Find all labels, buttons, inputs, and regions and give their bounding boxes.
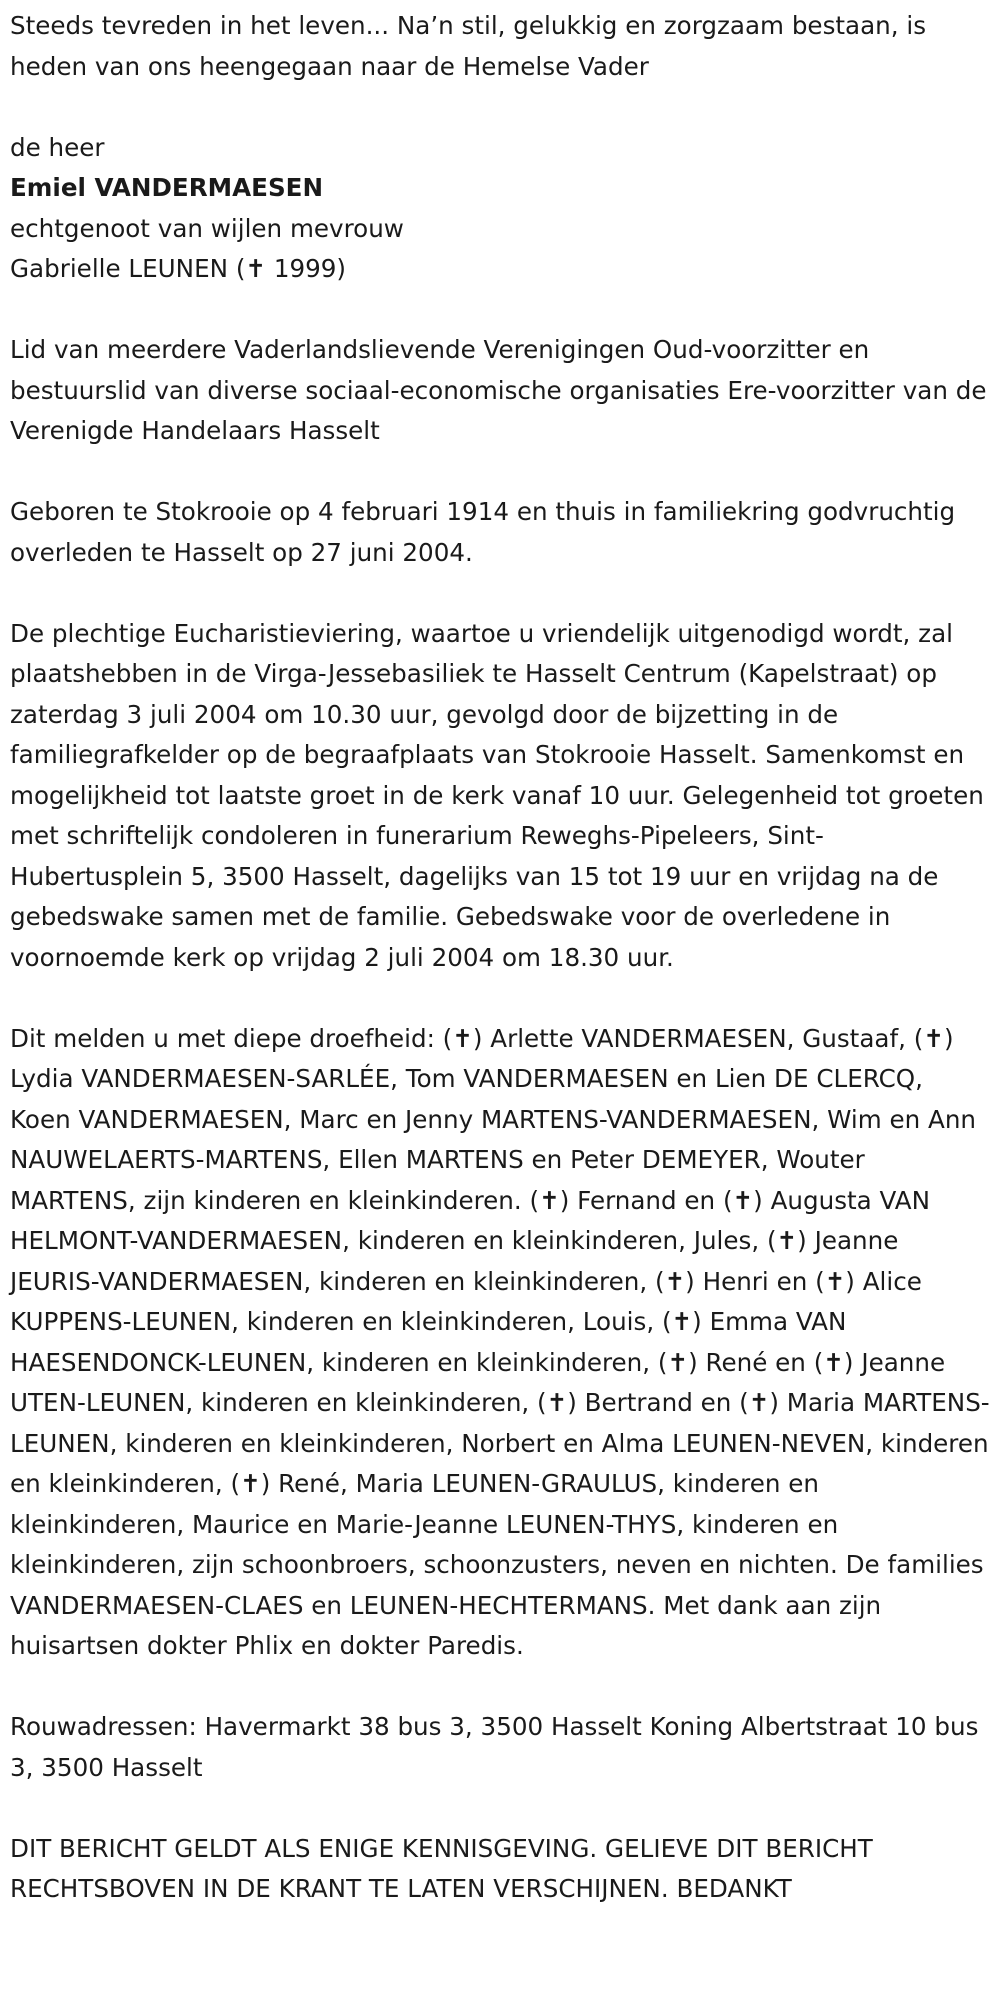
spouse-line: echtgenoot van wijlen mevrouw xyxy=(10,213,404,243)
spacer xyxy=(10,573,990,614)
salutation: de heer xyxy=(10,132,105,162)
addresses-paragraph: Rouwadressen: Havermarkt 38 bus 3, 3500 Hasselt Koning Albertstraat 10 bus 3, 3500 Hasselt xyxy=(10,1712,979,1782)
spouse-name: Gabrielle LEUNEN (✝ 1999) xyxy=(10,254,347,283)
spacer xyxy=(10,1667,990,1708)
ceremony-paragraph: De plechtige Eucharistieviering, waartoe u vriendelijk uitgenodigd wordt, zal plaatshebben in de Virga-Jessebasiliek te Hasselt Centrum (Kapelstraat) op zaterdag 3 juli 2004 om 10.30 uur, gevolgd door de bijzetting in de familiegrafkelder op de begraafplaats van Stokrooie Hasselt. Samenkomst en mogelijkheid tot laatste groet in de kerk vanaf 10 uur. Gelegenheid tot groeten met schriftelijk condoleren in funerarium Reweghs-Pipeleers, Sint-Hubertusplein 5, 3500 Hasselt, dagelijks van 15 tot 19 uur en vrijdag na de gebedswake samen met de familie. Gebedswake voor de overledene in voornoemde kerk op vrijdag 2 juli 2004 om 18.30 uur. xyxy=(10,618,984,972)
spacer xyxy=(10,1788,990,1829)
spacer xyxy=(10,452,990,493)
intro-paragraph: Steeds tevreden in het leven... Na’n stil, gelukkig en zorgzaam bestaan, is heden van ons heengegaan naar de Hemelse Vader xyxy=(10,11,927,81)
family-paragraph: Dit melden u met diepe droefheid: (✝) Arlette VANDERMAESEN, Gustaaf, (✝) Lydia VANDERMAESEN-SARLÉE, Tom VANDERMAESEN en Lien DE CLERCQ, Koen VANDERMAESEN, Marc en Jenny MARTENS-VANDERMAESEN, Wim en Ann NAUWELAERTS-MARTENS, Ellen MARTENS en Peter DEMEYER, Wouter MARTENS, zijn kinderen en kleinkinderen. (✝) Fernand en (✝) Augusta VAN HELMONT-VANDERMAESEN, kinderen en kleinkinderen, Jules, (✝) Jeanne JEURIS-VANDERMAESEN, kinderen en kleinkinderen, (✝) Henri en (✝) Alice KUPPENS-LEUNEN, kinderen en kleinkinderen, Louis, (✝) Emma VAN HAESENDONCK-LEUNEN, kinderen en kleinkinderen, (✝) René en (✝) Jeanne UTEN-LEUNEN, kinderen en kleinkinderen, (✝) Bertrand en (✝) Maria MARTENS-LEUNEN, kinderen en kleinkinderen, Norbert en Alma LEUNEN-NEVEN, kinderen en kleinkinderen, (✝) René, Maria LEUNEN-GRAULUS, kinderen en kleinkinderen, Maurice en Marie-Jeanne LEUNEN-THYS, kinderen en kleinkinderen, zijn schoonbroers, schoonzusters, neven en nichten. De families VANDERMAESEN-CLAES en LEUNEN-HECHTERMANS. Met dank aan zijn huisartsen dokter Phlix en dokter Paredis. xyxy=(10,1023,990,1660)
birth-death-paragraph: Geboren te Stokrooie op 4 februari 1914 en thuis in familiekring godvruchtig overleden te Hasselt op 27 juni 2004. xyxy=(10,497,956,567)
memberships-paragraph: Lid van meerdere Vaderlandslievende Verenigingen Oud-voorzitter en bestuurslid van diverse sociaal-economische organisaties Ere-voorzitter van de Verenigde Handelaars Hasselt xyxy=(10,335,987,445)
spacer xyxy=(10,978,990,1019)
spacer xyxy=(10,87,990,128)
spacer xyxy=(10,290,990,331)
notice-paragraph: DIT BERICHT GELDT ALS ENIGE KENNISGEVING. GELIEVE DIT BERICHT RECHTSBOVEN IN DE KRANT TE LATEN VERSCHIJNEN. BEDANKT xyxy=(10,1833,873,1903)
deceased-name: Emiel VANDERMAESEN xyxy=(10,173,324,202)
